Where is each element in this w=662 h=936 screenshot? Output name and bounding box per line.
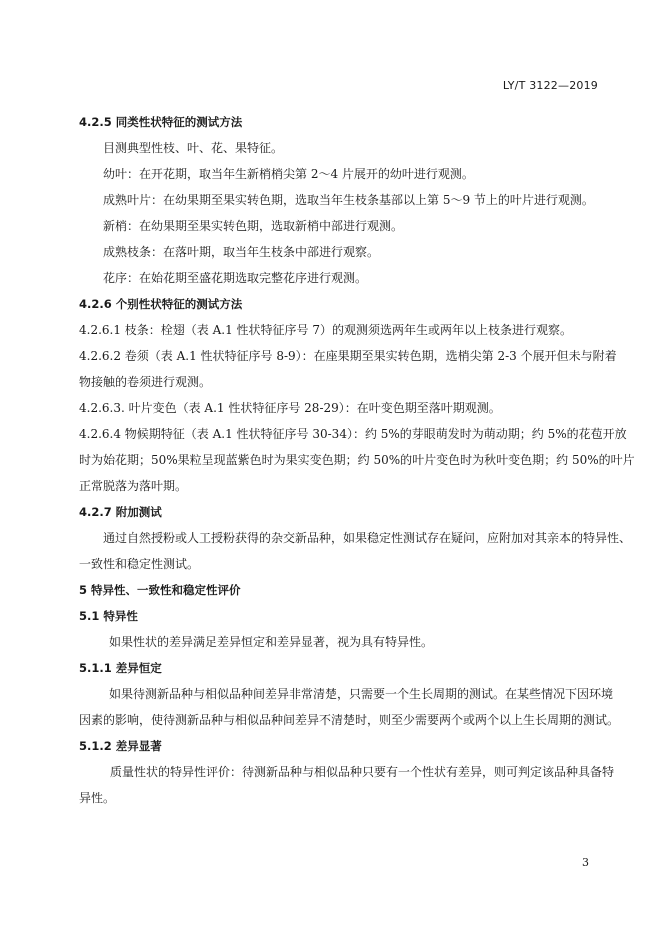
paragraph-line: 正常脱落为落叶期。	[79, 479, 188, 493]
section-heading-5-1-2: 5.1.2 差异显著	[79, 739, 162, 753]
paragraph-line: 4.2.6.2 卷须（表 A.1 性状特征序号 8-9）：在座果期至果实转色期，选梢尖第 2-3 个展开但未与附着	[79, 349, 617, 363]
page-number: 3	[582, 856, 589, 869]
paragraph-line: 成熟叶片：在幼果期至果实转色期，选取当年生枝条基部以上第 5～9 节上的叶片进行观测。	[103, 193, 594, 207]
paragraph-line: 幼叶：在开花期，取当年生新梢梢尖第 2～4 片展开的幼叶进行观测。	[103, 167, 474, 181]
section-heading-5-1: 5.1 特异性	[79, 609, 138, 623]
section-heading-4-2-7: 4.2.7 附加测试	[79, 505, 162, 519]
paragraph-line: 成熟枝条：在落叶期，取当年生枝条中部进行观察。	[103, 245, 380, 259]
paragraph-line: 一致性和稳定性测试。	[79, 557, 200, 571]
paragraph-line: 4.2.6.1 枝条：栓翅（表 A.1 性状特征序号 7）的观测须选两年生或两年以上枝条进行观察。	[79, 323, 572, 337]
paragraph-line: 如果性状的差异满足差异恒定和差异显著，视为具有特异性。	[109, 635, 434, 649]
paragraph-line: 异性。	[79, 791, 116, 805]
paragraph-line: 物接触的卷须进行观测。	[79, 375, 212, 389]
document-code: LY/T 3122—2019	[502, 79, 598, 92]
paragraph-line: 如果待测新品种与相似品种间差异非常清楚，只需要一个生长周期的测试。在某些情况下因环境	[109, 687, 614, 701]
section-heading-4-2-6: 4.2.6 个别性状特征的测试方法	[79, 297, 243, 311]
paragraph-line: 因素的影响，使待测新品种与相似品种间差异不清楚时，则至少需要两个或两个以上生长周期的测试。	[79, 713, 620, 727]
paragraph-line: 新梢：在幼果期至果实转色期，选取新梢中部进行观测。	[103, 219, 404, 233]
paragraph-line: 质量性状的特异性评价：待测新品种与相似品种只要有一个性状有差异，则可判定该品种具备特	[110, 765, 615, 779]
paragraph-line: 4.2.6.3. 叶片变色（表 A.1 性状特征序号 28-29）：在叶变色期至落叶期观测。	[79, 401, 501, 415]
section-heading-4-2-5: 4.2.5 同类性状特征的测试方法	[79, 115, 243, 129]
paragraph-line: 通过自然授粉或人工授粉获得的杂交新品种，如果稳定性测试存在疑问，应附加对其亲本的特异性、	[103, 531, 632, 545]
section-heading-5: 5 特异性、一致性和稳定性评价	[79, 583, 241, 597]
paragraph-line: 花序：在始花期至盛花期选取完整花序进行观测。	[103, 271, 368, 285]
paragraph-line: 目测典型性枝、叶、花、果特征。	[103, 141, 284, 155]
paragraph-line: 时为始花期；50%果粒呈现蓝紫色时为果实变色期；约 50%的叶片变色时为秋叶变色期；约 50%的叶片	[79, 453, 635, 467]
paragraph-line: 4.2.6.4 物候期特征（表 A.1 性状特征序号 30-34）：约 5%的芽眼萌发时为萌动期；约 5%的花苞开放	[79, 427, 627, 441]
section-heading-5-1-1: 5.1.1 差异恒定	[79, 661, 162, 675]
